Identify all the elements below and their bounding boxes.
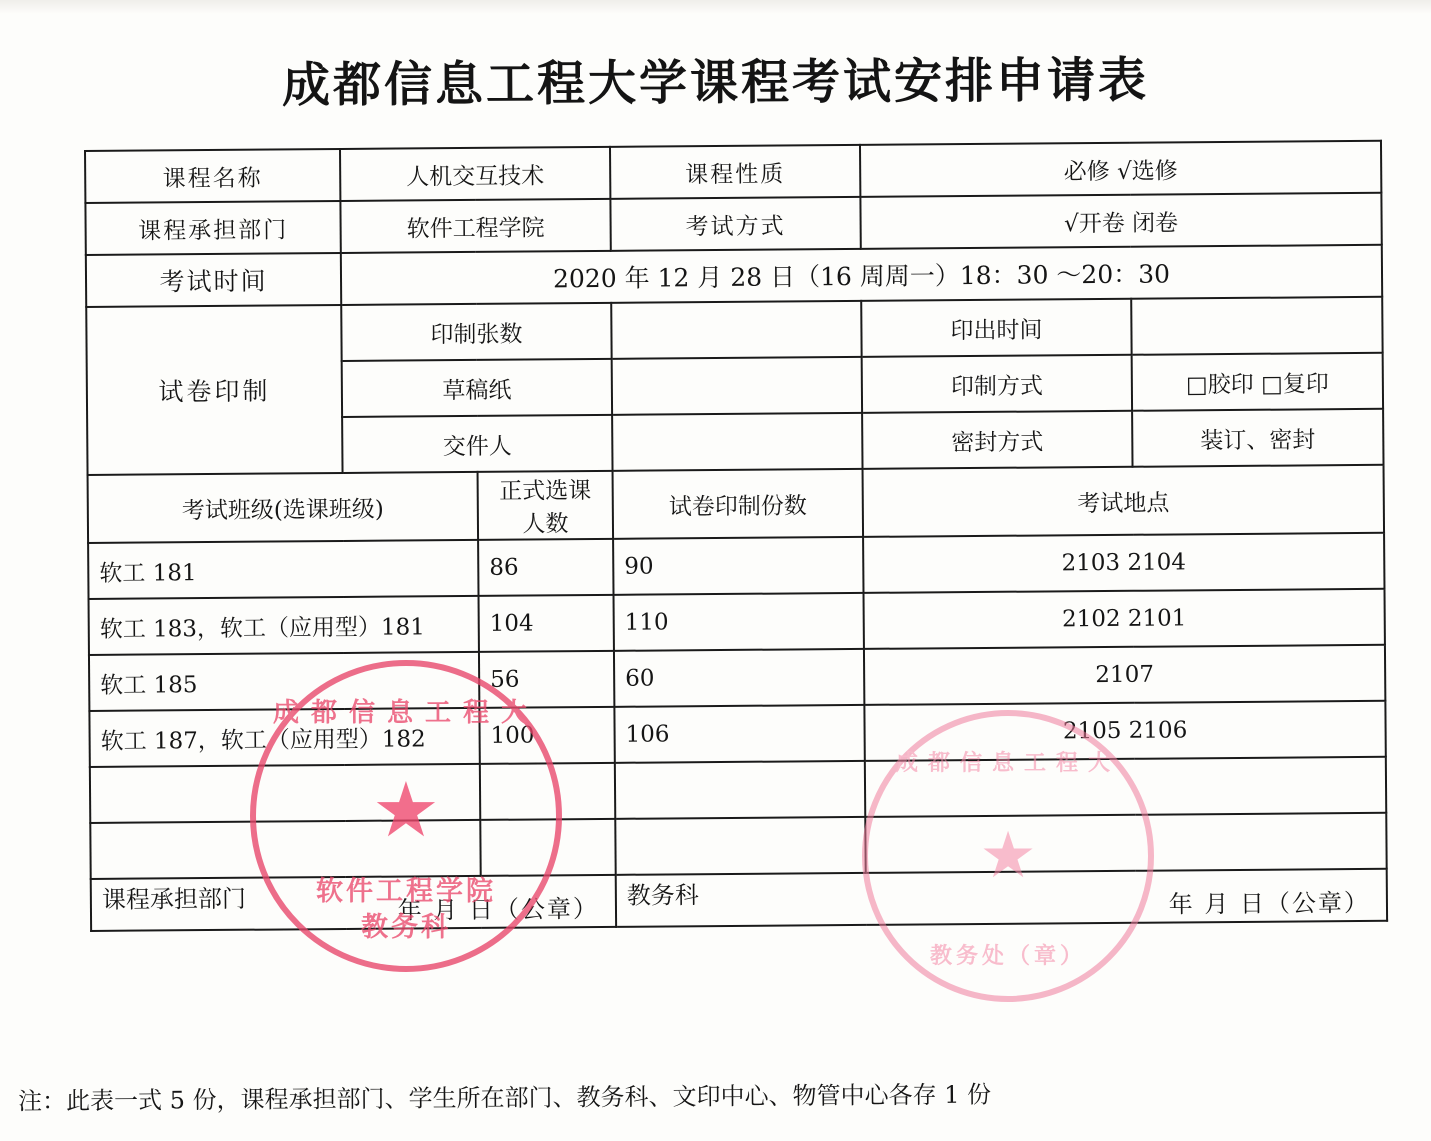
row-class-headers — [88, 465, 1384, 543]
cell-location[interactable]: 2103 2104 — [863, 533, 1384, 593]
value-exam-mode[interactable]: √开卷 闭卷 — [860, 193, 1381, 249]
signature-academic-office-label: 教务科 — [626, 881, 699, 910]
header-exam-location: 考试地点 — [863, 465, 1385, 537]
value-course-nature[interactable]: 必修 √选修 — [860, 141, 1381, 197]
cell-classes[interactable]: 软工 187，软工（应用型）182 — [89, 708, 479, 767]
form-note: 注：此表一式 5 份，课程承担部门、学生所在部门、教务科、文印中心、物管中心各存 1 份 — [17, 1080, 992, 1116]
seal-secondary-bottom-text: 教务处（章） — [929, 943, 1086, 969]
table-row — [88, 533, 1384, 599]
cell-copies[interactable] — [615, 817, 865, 875]
row-print-copies — [86, 297, 1382, 363]
cell-location[interactable]: 2105 2106 — [864, 701, 1385, 761]
cell-classes[interactable]: 软工 183，软工（应用型）181 — [89, 596, 479, 655]
cell-classes[interactable] — [90, 764, 480, 823]
signature-department-date: 年 月 日（公章） — [397, 894, 600, 925]
value-print-method[interactable]: □胶印 □复印 — [1132, 353, 1383, 411]
seal-primary-arc-text: 成都信息工程大 — [272, 698, 539, 728]
cell-copies[interactable]: 110 — [614, 593, 864, 651]
table-row — [90, 813, 1386, 879]
header-paper-copies: 试卷印制份数 — [613, 469, 864, 539]
cell-copies[interactable] — [615, 761, 865, 819]
signature-department[interactable] — [91, 875, 616, 931]
seal-primary-line2: 软件工程学院 — [316, 876, 496, 907]
value-deliverer[interactable] — [612, 413, 862, 471]
cell-classes[interactable]: 软工 181 — [88, 540, 478, 599]
table-row — [90, 757, 1386, 823]
cell-enrolled[interactable]: 100 — [479, 707, 614, 764]
cell-location[interactable]: 2102 2101 — [864, 589, 1385, 649]
cell-enrolled[interactable]: 56 — [479, 651, 614, 708]
label-exam-time: 考试时间 — [86, 253, 341, 307]
label-print-method: 印制方式 — [862, 355, 1132, 413]
value-print-time[interactable] — [1131, 297, 1382, 355]
table-row — [89, 701, 1385, 767]
label-print-sheets: 印制张数 — [341, 303, 611, 361]
value-course-name[interactable]: 人机交互技术 — [340, 147, 610, 201]
cell-location[interactable]: 2107 — [864, 645, 1385, 705]
signature-department-label: 课程承担部门 — [101, 884, 246, 914]
table-row — [89, 645, 1385, 711]
cell-enrolled[interactable] — [480, 819, 615, 876]
cell-copies[interactable]: 90 — [613, 537, 863, 595]
signature-academic-office[interactable] — [616, 869, 1387, 927]
cell-enrolled[interactable]: 86 — [478, 539, 613, 596]
label-deliverer: 交件人 — [342, 415, 612, 473]
seal-star-icon: ★ — [979, 819, 1037, 893]
value-department[interactable]: 软件工程学院 — [340, 199, 610, 253]
cell-location[interactable] — [865, 813, 1386, 873]
form-sheet — [84, 140, 1386, 932]
label-department: 课程承担部门 — [85, 201, 340, 255]
signature-academic-office-date: 年 月 日（公章） — [1168, 888, 1371, 919]
seal-secondary-arc-text: 成都信息工程大 — [895, 750, 1120, 776]
label-draft-paper: 草稿纸 — [342, 359, 612, 417]
cell-copies[interactable]: 60 — [614, 649, 864, 707]
scan-edge — [0, 0, 1431, 14]
value-draft-paper[interactable] — [612, 357, 862, 415]
value-exam-time[interactable]: 2020 年 12 月 28 日（16 周周一）18：30 〜20：30 — [341, 245, 1382, 305]
header-enrolled-count: 正式选课人数 — [478, 471, 614, 540]
exam-arrangement-table — [84, 140, 1388, 932]
label-paper-printing: 试卷印制 — [86, 305, 342, 475]
header-exam-classes: 考试班级(选课班级) — [88, 472, 479, 543]
cell-copies[interactable]: 106 — [614, 705, 864, 763]
table-row — [89, 589, 1385, 655]
cell-classes[interactable] — [90, 820, 480, 879]
cell-enrolled[interactable] — [480, 763, 615, 820]
label-seal-method: 密封方式 — [862, 411, 1132, 469]
cell-classes[interactable]: 软工 185 — [89, 652, 479, 711]
value-print-sheets[interactable] — [611, 301, 861, 359]
seal-primary-line3: 教务科 — [361, 912, 451, 943]
cell-location[interactable] — [865, 757, 1386, 817]
label-print-time: 印出时间 — [861, 299, 1131, 357]
row-signatures — [91, 869, 1387, 931]
value-seal-method[interactable]: 装订、密封 — [1132, 409, 1383, 467]
label-exam-mode: 考试方式 — [610, 197, 860, 251]
label-course-name: 课程名称 — [85, 149, 340, 203]
label-course-nature: 课程性质 — [610, 145, 860, 199]
page-title: 成都信息工程大学课程考试安排申请表 — [281, 52, 1150, 114]
cell-enrolled[interactable]: 104 — [479, 595, 614, 652]
seal-star-icon: ★ — [371, 765, 441, 854]
